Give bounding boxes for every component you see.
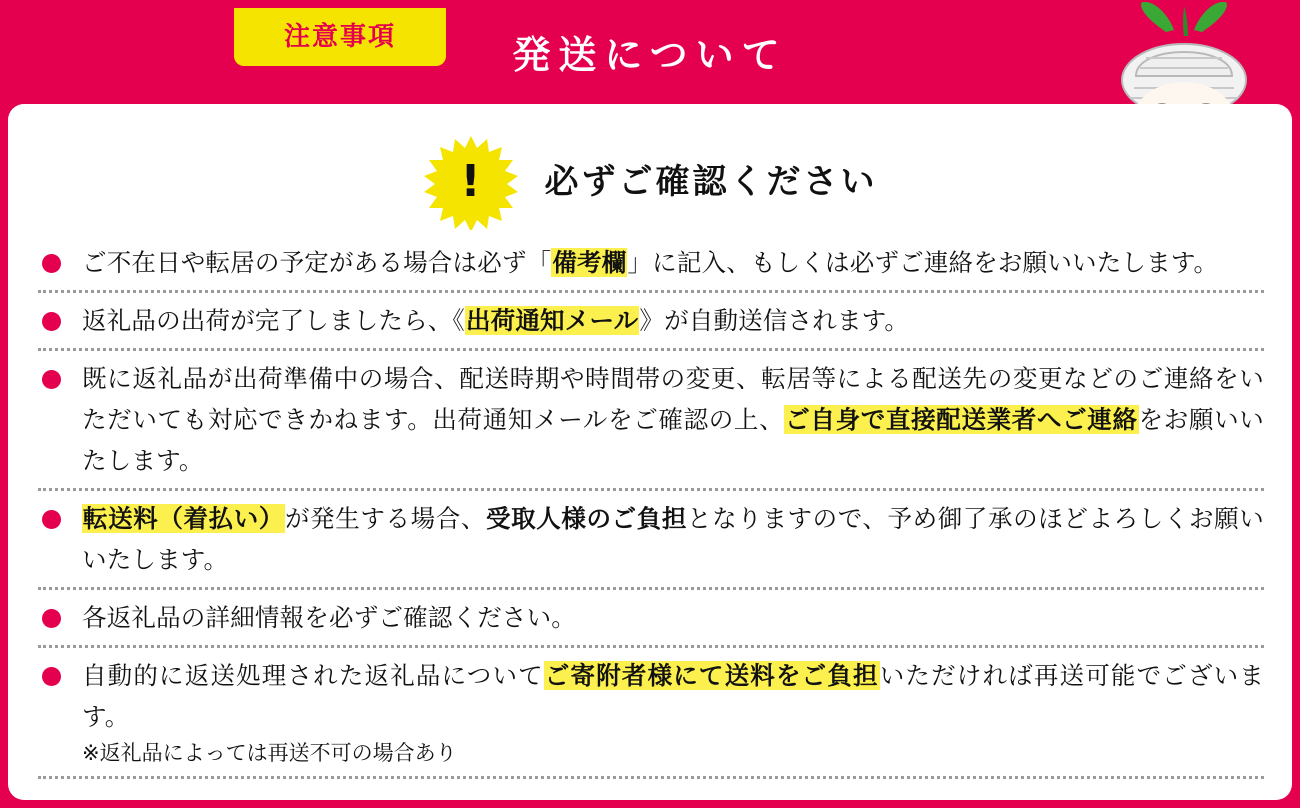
notice-text-segment: 受取人様のご負担 — [486, 504, 688, 533]
notice-text-segment: 返礼品の出荷が完了しましたら、《 — [82, 306, 465, 335]
exclamation-mark: ! — [460, 156, 481, 207]
notice-text-segment: 転送料（着払い） — [83, 504, 285, 533]
notice-text-segment: ご自身で直接配送業者へご連絡 — [785, 405, 1138, 434]
notice-text — [82, 358, 1264, 481]
list-item — [38, 300, 1264, 341]
notice-text-segment: 各返礼品の詳細情報を必ずご確認ください。 — [82, 603, 576, 632]
notice-text — [82, 300, 1264, 341]
notice-text-segment: が発生する場合、 — [285, 504, 487, 533]
list-item — [38, 655, 1264, 769]
bullet-icon — [42, 510, 61, 529]
list-item — [38, 358, 1264, 481]
notice-text-segment: 」に記入、もしくは必ずご連絡をお願いいたします。 — [627, 248, 1219, 277]
notice-text-segment: 既に返礼品が出荷準備中の場合、配送時期や時間帯の変更、転居等による配送先の変更などのご連絡をいただいても対応できかねます。出荷通知メールをご確認の上、 — [82, 364, 1264, 434]
notice-text-segment: ご寄附者様にて送料をご負担 — [544, 661, 879, 690]
divider — [38, 587, 1264, 590]
list-item — [38, 498, 1264, 580]
notice-text-segment: 》が自動送信されます。 — [639, 306, 910, 335]
page-title: 発送について — [512, 33, 788, 77]
notice-text — [82, 655, 1264, 737]
notice-text — [82, 242, 1264, 283]
divider — [38, 290, 1264, 293]
notice-text-segment: となりますので、予め御了承のほどよろしくお願いいたします。 — [82, 504, 1265, 574]
bullet-icon — [42, 667, 61, 686]
notice-card — [8, 104, 1292, 800]
bullet-icon — [42, 609, 61, 628]
notice-text — [82, 597, 1264, 638]
notice-text-segment: 出荷通知メール — [465, 306, 639, 335]
divider — [38, 488, 1264, 491]
bullet-icon — [42, 312, 61, 331]
bullet-icon — [42, 254, 61, 273]
divider — [38, 776, 1264, 779]
bullet-icon — [42, 370, 61, 389]
notice-text — [82, 498, 1264, 580]
notice-list — [38, 242, 1264, 786]
notice-text-segment: 自動的に返送処理された返礼品について — [82, 661, 544, 690]
notice-text-segment: をお願いいたします。 — [82, 405, 1264, 475]
confirm-heading — [8, 134, 1292, 230]
exclamation-burst-icon — [423, 134, 519, 230]
notice-subtext: ※返礼品によっては再送不可の場合あり — [82, 741, 457, 765]
confirm-title: 必ずご確認ください — [544, 162, 878, 202]
notice-text-segment: いただければ再送可能でございます。 — [82, 661, 1265, 731]
divider — [38, 348, 1264, 351]
list-item — [38, 597, 1264, 638]
notice-text-segment: ご不在日や転居の予定がある場合は必ず「 — [82, 248, 552, 277]
list-item — [38, 242, 1264, 283]
notice-tag-label: 注意事項 — [283, 22, 396, 52]
divider — [38, 645, 1264, 648]
notice-text-segment: 備考欄 — [552, 248, 627, 277]
